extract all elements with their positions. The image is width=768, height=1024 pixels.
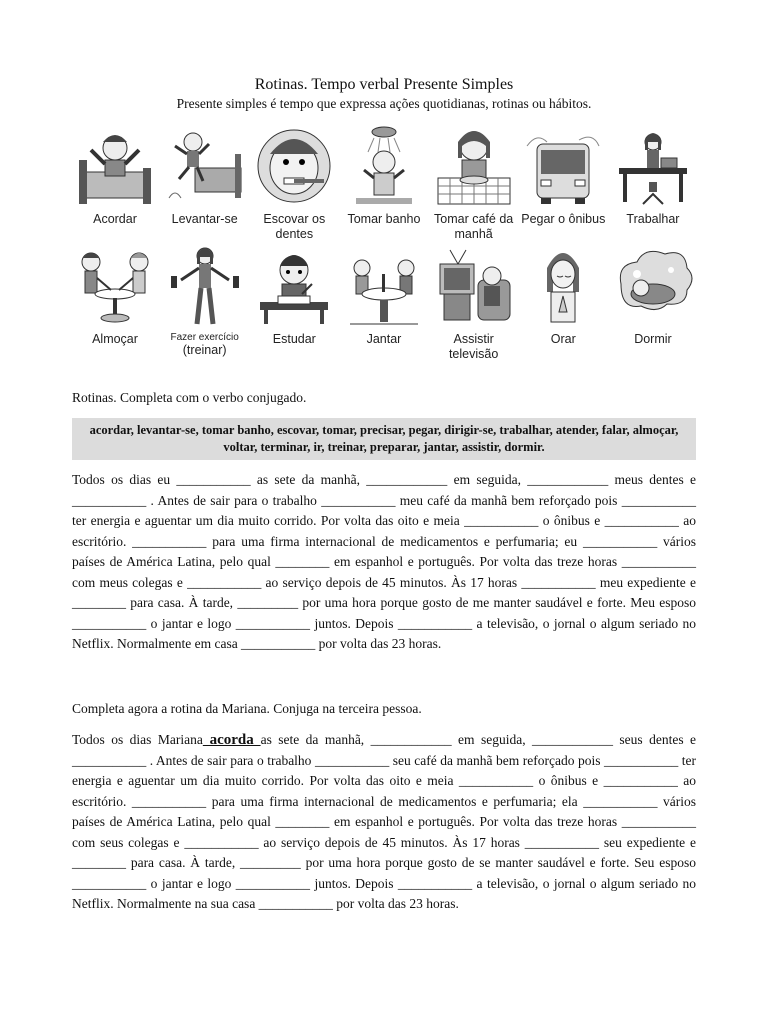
activity-card bbox=[431, 244, 517, 368]
activity-card bbox=[162, 124, 248, 244]
activity-row-2 bbox=[72, 244, 696, 368]
activity-grid bbox=[72, 124, 696, 368]
activity-label: Trabalhar bbox=[626, 212, 680, 226]
activity-label: Tomar café da manhã bbox=[434, 212, 514, 241]
section2-para-start: Todos os dias Mariana bbox=[72, 732, 203, 747]
page-subtitle: Presente simples é tempo que expressa ações quotidianas, rotinas ou hábitos. bbox=[176, 96, 592, 111]
praying-icon bbox=[523, 244, 603, 328]
activity-label: Orar bbox=[550, 332, 576, 346]
section1-paragraph: Todos os dias eu ___________ as sete da manhã, ____________ em seguida, ____________ meus dentes e ___________ . Antes de sair para o trabalho ___________ meu café da manhã bem reforçado pois ___________ ter energia e aguentar um dia muito corrido. Por volta das oito e meia ___________ o ônibus e ___________ ao escritório. ___________ para uma firma internacional de medicamentos e perfumaria; eu ___________ vários países de América Latina, pelo qual ________ em espanhol e português. Por volta das treze horas ___________ com meus colegas e ___________ ao serviço depois de 45 minutos. Às 17 horas ___________ meu expediente e ________ para casa. À tarde, _________ por uma hora porque gosto de me manter saudável e forte. Meu esposo ___________ o jantar e logo ___________ juntos. Depois ___________ a televisão, o jornal o algum seriado no Netflix. Normalmente em casa ___________ por volta das 23 horas. bbox=[72, 472, 696, 651]
activity-row-1 bbox=[72, 124, 696, 244]
activity-label: Acordar bbox=[93, 212, 137, 226]
word-bank: acordar, levantar-se, tomar banho, escovar, tomar, precisar, pegar, dirigir-se, trabalhar, atender, falar, almoçar, voltar, terminar, ir, treinar, preparar, jantar, assistir, dormir. bbox=[72, 418, 696, 460]
activity-card bbox=[72, 124, 158, 244]
activity-card bbox=[72, 244, 158, 368]
activity-card bbox=[251, 244, 337, 368]
breakfast-icon bbox=[434, 124, 514, 208]
section1-heading: Rotinas. Completa com o verbo conjugado. bbox=[72, 390, 307, 405]
brushing-teeth-icon bbox=[254, 124, 334, 208]
activity-card bbox=[610, 244, 696, 368]
activity-card bbox=[341, 244, 427, 368]
sleeping-icon bbox=[613, 244, 693, 328]
activity-label: Tomar banho bbox=[347, 212, 421, 226]
bed-jump-icon bbox=[165, 124, 245, 208]
waking-child-icon bbox=[75, 124, 155, 208]
activity-label: Estudar bbox=[272, 332, 316, 346]
study-icon bbox=[254, 244, 334, 328]
activity-card bbox=[341, 124, 427, 244]
activity-card bbox=[520, 124, 606, 244]
activity-label: Pegar o ônibus bbox=[521, 212, 606, 226]
activity-label: Jantar bbox=[366, 332, 402, 346]
activity-label: Dormir bbox=[634, 332, 672, 346]
section2-paragraph bbox=[72, 730, 696, 915]
activity-label bbox=[170, 332, 238, 358]
activity-label: Levantar-se bbox=[171, 212, 238, 226]
shower-icon bbox=[344, 124, 424, 208]
activity-card bbox=[431, 124, 517, 244]
activity-label-line2: (treinar) bbox=[182, 343, 227, 357]
activity-label: Assistir televisão bbox=[448, 332, 499, 361]
activity-label-line1: Fazer exercício bbox=[170, 332, 239, 343]
activity-card bbox=[610, 124, 696, 244]
lunch-icon bbox=[75, 244, 155, 328]
section2-heading: Completa agora a rotina da Mariana. Conjuga na terceira pessoa. bbox=[72, 701, 422, 716]
activity-card bbox=[520, 244, 606, 368]
television-icon bbox=[434, 244, 514, 328]
example-answer: acorda bbox=[202, 732, 261, 748]
office-desk-icon bbox=[613, 124, 693, 208]
activity-label: Escovar os dentes bbox=[263, 212, 326, 241]
dinner-icon bbox=[344, 244, 424, 328]
activity-label: Almoçar bbox=[92, 332, 138, 346]
activity-card bbox=[162, 244, 248, 368]
section2-para-rest: as sete da manhã, ____________ em seguida, ____________ seus dentes e ___________ . Antes de sair para o trabalho ___________ seu café da manhã bem reforçado pois ___________ ter energia e aguentar um dia muito corrido. Por volta das oito e meia ___________ o ônibus e ___________ ao escritório. ___________ para uma firma internacional de medicamentos e perfumaria; ela ___________ vários países de América Latina, pelo qual ________ em espanhol e português. Por volta das treze horas ___________ com seus colegas e ___________ ao serviço depois de 45 minutos. Às 17 horas ___________ seu expediente e ________ para casa. À tarde, _________ por uma hora porque gosto de se manter saudável e forte. Seu esposo ___________ o jantar e logo ___________ juntos. Depois ___________ a televisão, o jornal o algum seriado no Netflix. Normalmente na sua casa ___________ por volta das 23 horas. bbox=[72, 732, 696, 911]
page-title: Rotinas. Tempo verbal Presente Simples bbox=[254, 76, 514, 93]
exercise-icon bbox=[165, 244, 245, 328]
bus-icon bbox=[523, 124, 603, 208]
activity-card bbox=[251, 124, 337, 244]
